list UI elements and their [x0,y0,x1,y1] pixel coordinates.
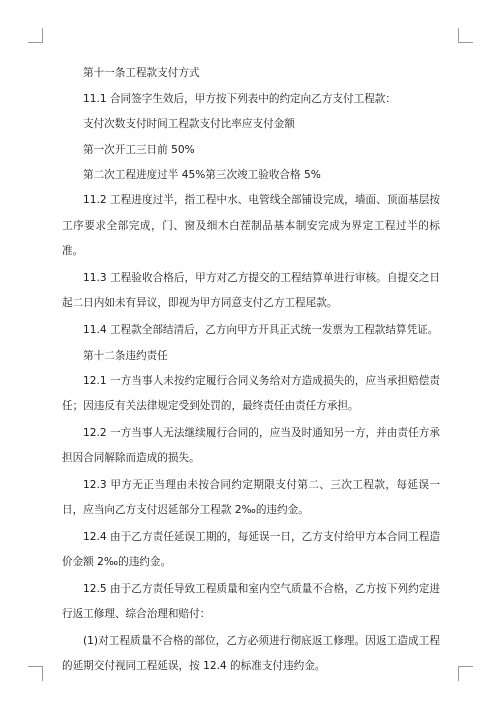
section-heading-article-11: 第十一条工程款支付方式 [83,67,200,79]
payment-row-2-3: 第二次工程进度过半 45%第三次竣工验收合格 5% [83,169,321,181]
crop-mark-bottom-right [458,666,473,681]
clause-12-5-item-1: (1)对工程质量不合格的部位，乙方必须进行彻底返工修理。因返工造成工程的延期交付视同工程延误，按 12.4 的标准支付违约金。 [62,634,440,672]
payment-row-1: 第一次开工三日前 50% [83,143,195,156]
document-body [62,65,440,685]
clause-11-2: 11.2 工程进度过半，指工程中水、电管线全部铺设完成，墙面、顶面基层按工序要求全部完成，门、窗及细木白茬制品基本制安完成为界定工程过半的标准。 [62,194,440,257]
crop-mark-bottom-left [28,666,43,681]
clause-11-1: 11.1 合同签字生效后，甲方按下列表中的约定向乙方支付工程款： [83,92,396,105]
clause-11-4: 11.4 工程款全部结清后，乙方向甲方开具正式统一发票为工程款结算凭证。 [83,324,439,336]
payment-table-header: 支付次数支付时间工程款支付比率应支付金额 [83,118,295,130]
crop-mark-top-right [458,28,473,43]
clause-11-3: 11.3 工程验收合格后，甲方对乙方提交的工程结算单进行审核。自提交之日起二日内如未有异议，即视为甲方同意支付乙方工程尾款。 [62,271,440,309]
clause-12-5: 12.5 由于乙方责任导致工程质量和室内空气质量不合格，乙方按下列约定进行返工修理、综合治理和赔付： [62,582,440,620]
section-heading-article-12: 第十二条违约责任 [83,349,168,362]
clause-12-4: 12.4 由于乙方责任延误工期的，每延误一日，乙方支付给甲方本合同工程造价金额 2‰的违约金。 [62,530,440,568]
clause-12-1: 12.1 一方当事人未按约定履行合同义务给对方造成损失的，应当承担赔偿责任；因违反有关法律规定受到处罚的，最终责任由责任方承担。 [62,374,440,412]
clause-12-3: 12.3 甲方无正当理由未按合同约定期限支付第二、三次工程款，每延误一日，应当向乙方支付迟延部分工程款 2‰的违约金。 [62,478,440,516]
crop-mark-top-left [28,28,43,43]
clause-12-2: 12.2 一方当事人无法继续履行合同的，应当及时通知另一方，并由责任方承担因合同解除而造成的损失。 [62,426,440,464]
